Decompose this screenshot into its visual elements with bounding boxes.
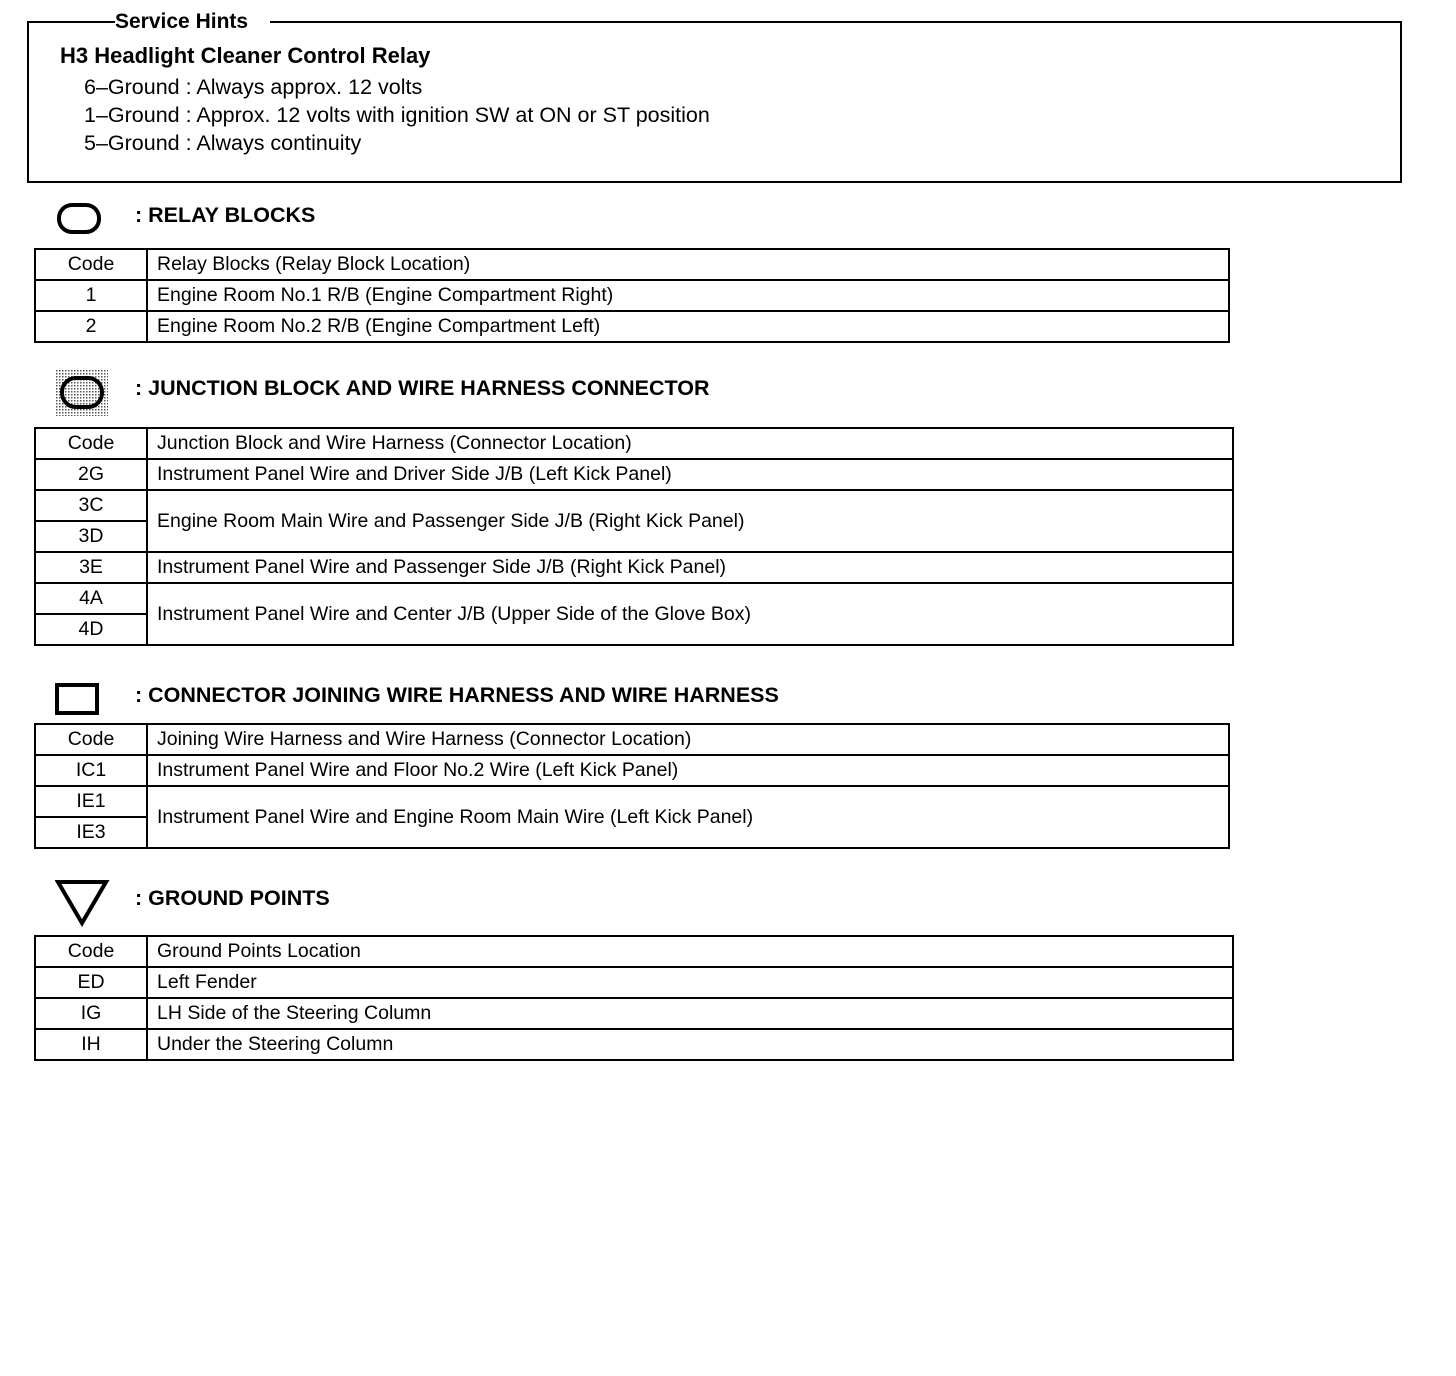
- code-cell: 2G: [35, 459, 147, 490]
- location-cell: LH Side of the Steering Column: [147, 998, 1233, 1029]
- location-column-header: Junction Block and Wire Harness (Connector Location): [147, 428, 1233, 459]
- location-column-header: Relay Blocks (Relay Block Location): [147, 249, 1229, 280]
- location-cell: Instrument Panel Wire and Passenger Side J/B (Right Kick Panel): [147, 552, 1233, 583]
- code-cell: IH: [35, 1029, 147, 1060]
- connectors-table: [34, 723, 1230, 849]
- junction-blocks-table: [34, 427, 1234, 646]
- location-cell: Left Fender: [147, 967, 1233, 998]
- ground-points-table: [34, 935, 1234, 1061]
- code-cell: 2: [35, 311, 147, 342]
- table-row: [35, 552, 1233, 583]
- rounded-rect-outline-icon: [56, 202, 104, 236]
- location-cell: Engine Room Main Wire and Passenger Side J/B (Right Kick Panel): [147, 490, 1233, 552]
- shaded-rounded-rect-icon: [56, 370, 108, 416]
- relay-blocks-table: [34, 248, 1230, 343]
- relay-blocks-title: : RELAY BLOCKS: [135, 203, 316, 227]
- code-cell: IE3: [35, 817, 147, 848]
- location-cell: Engine Room No.2 R/B (Engine Compartment Left): [147, 311, 1229, 342]
- table-row: [35, 311, 1229, 342]
- location-cell: Instrument Panel Wire and Floor No.2 Wire (Left Kick Panel): [147, 755, 1229, 786]
- location-cell: Instrument Panel Wire and Center J/B (Upper Side of the Glove Box): [147, 583, 1233, 645]
- location-cell: Under the Steering Column: [147, 1029, 1233, 1060]
- location-cell: Instrument Panel Wire and Driver Side J/B (Left Kick Panel): [147, 459, 1233, 490]
- table-header-row: [35, 249, 1229, 280]
- table-header-row: [35, 428, 1233, 459]
- table-row: [35, 755, 1229, 786]
- table-row: [35, 490, 1233, 521]
- table-row: [35, 998, 1233, 1029]
- table-row: [35, 967, 1233, 998]
- code-column-header: Code: [35, 936, 147, 967]
- location-column-header: Ground Points Location: [147, 936, 1233, 967]
- code-cell: IE1: [35, 786, 147, 817]
- service-hints-heading: H3 Headlight Cleaner Control Relay: [60, 43, 431, 68]
- table-row: [35, 583, 1233, 614]
- code-cell: IG: [35, 998, 147, 1029]
- service-hint-line: 6–Ground : Always approx. 12 volts: [84, 75, 423, 99]
- ground-points-title: : GROUND POINTS: [135, 886, 330, 910]
- service-hints-box: [27, 10, 1402, 183]
- service-hints-legend: Service Hints: [115, 7, 270, 37]
- code-column-header: Code: [35, 428, 147, 459]
- service-hint-line: 5–Ground : Always continuity: [84, 131, 362, 155]
- table-header-row: [35, 724, 1229, 755]
- code-cell: 4A: [35, 583, 147, 614]
- code-cell: 1: [35, 280, 147, 311]
- table-header-row: [35, 936, 1233, 967]
- location-cell: Engine Room No.1 R/B (Engine Compartment Right): [147, 280, 1229, 311]
- code-cell: IC1: [35, 755, 147, 786]
- service-hint-line: 1–Ground : Approx. 12 volts with ignition SW at ON or ST position: [84, 103, 710, 127]
- code-column-header: Code: [35, 249, 147, 280]
- code-cell: 3E: [35, 552, 147, 583]
- table-row: [35, 459, 1233, 490]
- table-row: [35, 280, 1229, 311]
- code-column-header: Code: [35, 724, 147, 755]
- connectors-title: : CONNECTOR JOINING WIRE HARNESS AND WIRE HARNESS: [135, 683, 779, 707]
- location-cell: Instrument Panel Wire and Engine Room Main Wire (Left Kick Panel): [147, 786, 1229, 848]
- junction-blocks-title: : JUNCTION BLOCK AND WIRE HARNESS CONNECTOR: [135, 376, 710, 400]
- down-triangle-icon: [55, 879, 111, 927]
- table-row: [35, 786, 1229, 817]
- code-cell: 4D: [35, 614, 147, 645]
- square-outline-icon: [55, 683, 101, 717]
- code-cell: 3C: [35, 490, 147, 521]
- location-column-header: Joining Wire Harness and Wire Harness (Connector Location): [147, 724, 1229, 755]
- table-row: [35, 1029, 1233, 1060]
- code-cell: ED: [35, 967, 147, 998]
- code-cell: 3D: [35, 521, 147, 552]
